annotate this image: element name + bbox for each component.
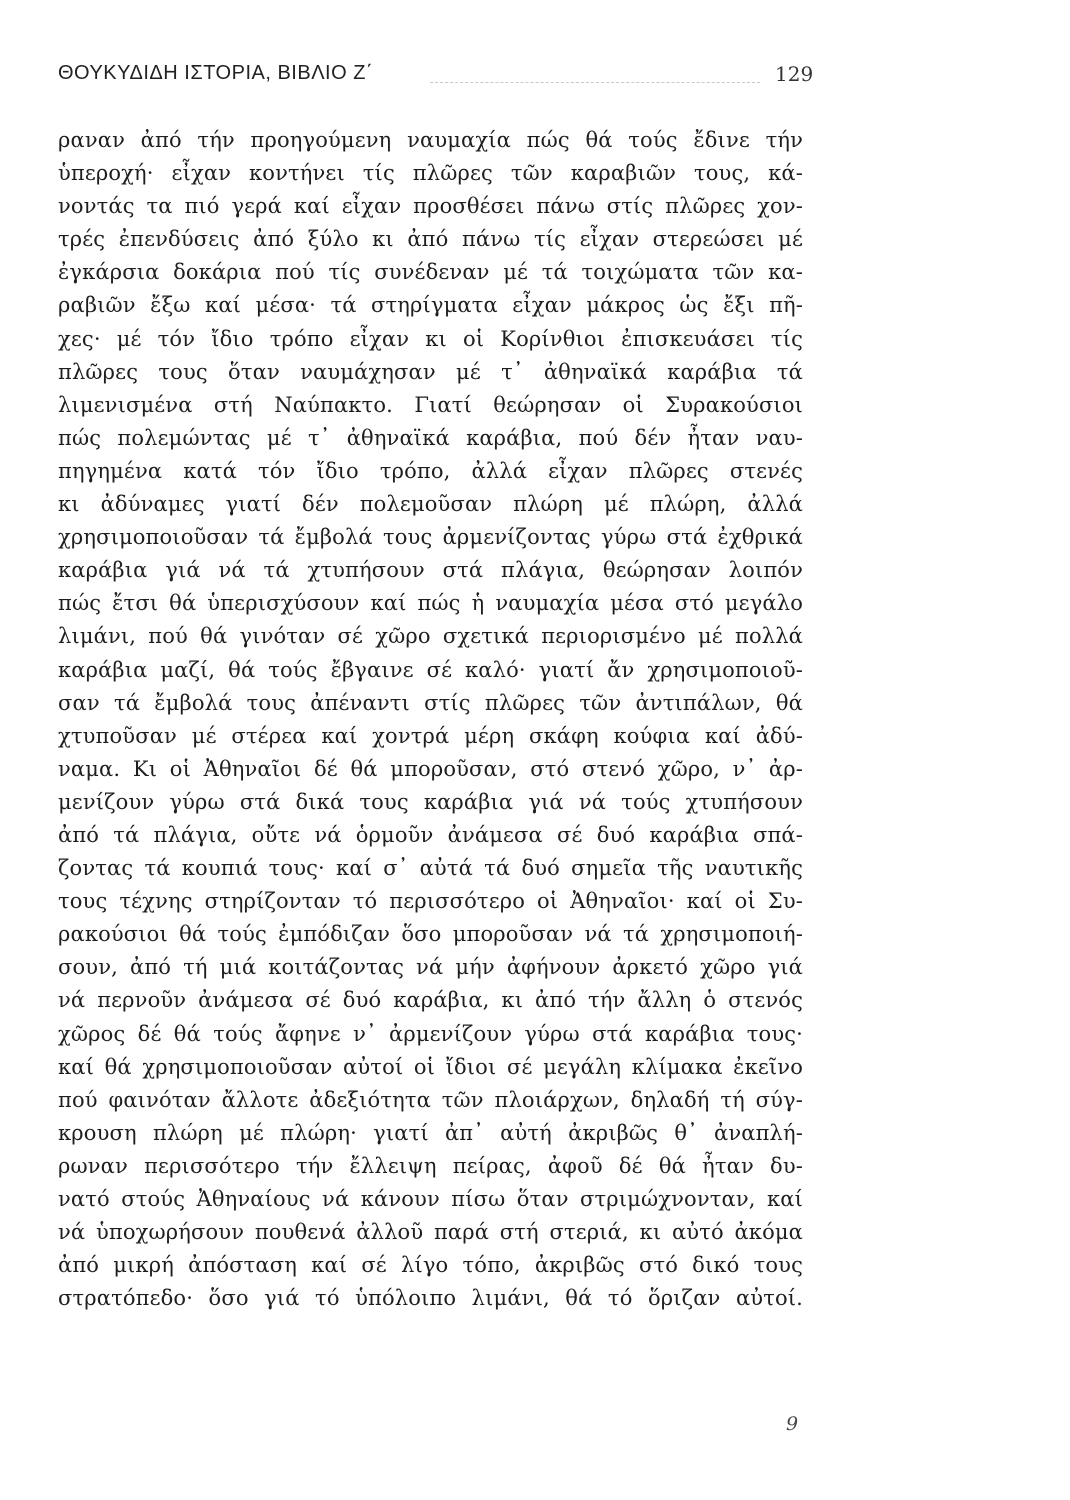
text-line: στρατόπεδο· ὅσο γιά τό ὑπόλοιπο λιμάνι, θά τό ὅριζαν αὐτοί. [58, 1286, 803, 1311]
text-line: νατό στούς Ἀθηναίους νά κάνουν πίσω ὅταν στριμώχνονταν, καί [58, 1187, 803, 1211]
text-line: νοντάς τα πιό γερά καί εἶχαν προσθέσει πάνω στίς πλῶρες χον- [58, 194, 803, 219]
text-line: κι ἀδύναμες γιατί δέν πολεμοῦσαν πλώρη μέ πλώρη, ἀλλά [58, 492, 803, 517]
text-line: πλῶρες τους ὅταν ναυμάχησαν μέ τ᾽ ἀθηναϊκά καράβια τά [58, 359, 803, 384]
signature-mark: 9 [786, 1413, 799, 1435]
text-line: πού φαινόταν ἄλλοτε ἀδεξιότητα τῶν πλοιάρχων, δηλαδή τή σύγ- [58, 1087, 803, 1112]
text-line: πηγημένα κατά τόν ἴδιο τρόπο, ἀλλά εἶχαν πλῶρες στενές [58, 458, 803, 483]
text-line: νά ὑποχωρήσουν πουθενά ἀλλοῦ παρά στή στεριά, κι αὐτό ἀκόμα [58, 1220, 803, 1245]
text-line: χτυποῦσαν μέ στέρεα καί χοντρά μέρη σκάφη κούφια καί ἀδύ- [58, 723, 803, 748]
text-line: ζοντας τά κουπιά τους· καί σ᾽ αὐτά τά δυό σημεῖα τῆς ναυτικῆς [58, 856, 803, 881]
text-line: καράβια μαζί, θά τούς ἔβγαινε σέ καλό· γιατί ἄν χρησιμοποιοῦ- [58, 657, 803, 682]
text-line: ρωναν περισσότερο τήν ἔλλειψη πείρας, ἀφοῦ δέ θά ἦταν δυ- [58, 1153, 803, 1178]
text-line: καράβια γιά νά τά χτυπήσουν στά πλάγια, θεώρησαν λοιπόν [58, 558, 803, 583]
text-line: ὑπεροχή· εἶχαν κοντήνει τίς πλῶρες τῶν καραβιῶν τους, κά- [58, 161, 803, 186]
text-line: χρησιμοποιοῦσαν τά ἔμβολά τους ἀρμενίζοντας γύρω στά ἐχθρικά [58, 525, 803, 550]
text-line: χῶρος δέ θά τούς ἄφηνε ν᾽ ἀρμενίζουν γύρω στά καράβια τους· [58, 1021, 803, 1046]
text-line: πώς ἔτσι θά ὑπερισχύσουν καί πώς ἡ ναυμαχία μέσα στό μεγάλο [58, 591, 803, 616]
running-head-title: ΘΟΥΚΥΔΙΔΗ ΙΣΤΟΡΙΑ, ΒΙΒΛΙΟ Ζ΄ [58, 62, 374, 84]
text-line: λιμενισμένα στή Ναύπακτο. Γιατί θεώρησαν οἱ Συρακούσιοι [58, 392, 803, 417]
text-line: τρές ἐπενδύσεις ἀπό ξύλο κι ἀπό πάνω τίς εἶχαν στερεώσει μέ [58, 227, 803, 252]
text-line: ἀπό τά πλάγια, οὔτε νά ὁρμοῦν ἀνάμεσα σέ δυό καράβια σπά- [58, 822, 803, 847]
text-line: σαν τά ἔμβολά τους ἀπέναντι στίς πλῶρες τῶν ἀντιπάλων, θά [58, 690, 803, 715]
text-line: ραναν ἀπό τήν προηγούμενη ναυμαχία πώς θά τούς ἔδινε τήν [58, 128, 803, 152]
text-line: ἀπό μικρή ἀπόσταση καί σέ λίγο τόπο, ἀκριβῶς στό δικό τους [58, 1253, 803, 1278]
page-number: 129 [775, 62, 814, 86]
text-line: ἐγκάρσια δοκάρια πού τίς συνέδεναν μέ τά τοιχώματα τῶν κα- [58, 260, 803, 285]
text-line: κρουση πλώρη μέ πλώρη· γιατί ἀπ᾽ αὐτή ἀκριβῶς θ᾽ ἀναπλή- [58, 1120, 803, 1145]
text-line: καί θά χρησιμοποιοῦσαν αὐτοί οἱ ἴδιοι σέ μεγάλη κλίμακα ἐκεῖνο [58, 1054, 803, 1079]
text-line: χες· μέ τόν ἴδιο τρόπο εἶχαν κι οἱ Κορίνθιοι ἐπισκευάσει τίς [58, 326, 803, 351]
text-line: τους τέχνης στηρίζονταν τό περισσότερο οἱ Ἀθηναῖοι· καί οἱ Συ- [58, 889, 803, 914]
text-line: ρακούσιοι θά τούς ἐμπόδιζαν ὅσο μποροῦσαν νά τά χρησιμοποιή- [58, 922, 803, 947]
text-line: ραβιῶν ἔξω καί μέσα· τά στηρίγματα εἶχαν μάκρος ὡς ἔξι πῆ- [58, 293, 803, 318]
text-line: μενίζουν γύρω στά δικά τους καράβια γιά νά τούς χτυπήσουν [58, 789, 803, 814]
header-rule [430, 82, 760, 83]
text-line: σουν, ἀπό τή μιά κοιτάζοντας νά μήν ἀφήνουν ἀρκετό χῶρο γιά [58, 955, 803, 980]
text-line: νά περνοῦν ἀνάμεσα σέ δυό καράβια, κι ἀπό τήν ἄλλη ὁ στενός [58, 988, 803, 1013]
text-line: πώς πολεμώντας μέ τ᾽ ἀθηναϊκά καράβια, πού δέν ἦταν ναυ- [58, 425, 803, 450]
text-line: λιμάνι, πού θά γινόταν σέ χῶρο σχετικά περιορισμένο μέ πολλά [58, 624, 803, 649]
text-line: ναμα. Κι οἱ Ἀθηναῖοι δέ θά μποροῦσαν, στό στενό χῶρο, ν᾽ ἀρ- [58, 756, 803, 781]
body-text [58, 124, 803, 1315]
